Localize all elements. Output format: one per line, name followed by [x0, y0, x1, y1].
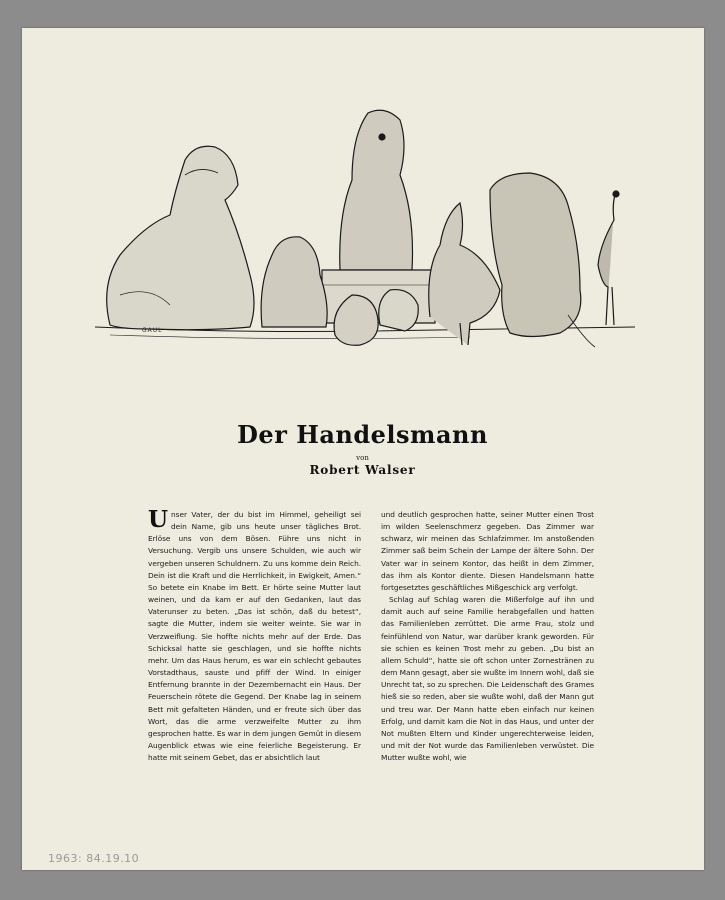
drop-cap: U: [148, 506, 169, 533]
animals-illustration-icon: [90, 95, 640, 365]
byline-prefix: von: [356, 454, 369, 462]
paragraph: Schlag auf Schlag waren die Mißerfolge auf ihn und damit auch auf seine Familie herabgefallen und hatten das Familienleben zerrüttet. Die arme Frau, stolz und feinfühlend von Natur, war darüber krank geworden. Für sie schien es keinen Trost mehr zu geben. „Du bist an allem Schuld“, hatte sie oft schon unter Zornestränen zu dem Mann gesagt, aber sie wußte im Innern wohl, daß sie Unrecht tat, so zu sprechen. Die Leidenschaft des Grames hieß sie so reden, aber sie wußte wohl, daß der Mann gut und treu war. Der Mann hatte eben einfach nur keinen Erfolg, und damit kam die Not in das Haus, und unter der Not mußten Eltern und Kinder ungerechterweise leiden, und mit der Not wurde das Familienleben verwüstet. Die Mutter wußte wohl, wie: [381, 595, 594, 763]
text-column-right: [381, 509, 594, 764]
artist-signature: GAUL: [142, 327, 163, 334]
article-title: Der Handelsmann: [237, 420, 488, 449]
article-author: Robert Walser: [309, 463, 416, 477]
paragraph: und deutlich gesprochen hatte, seiner Mutter einen Trost im wilden Seelenschmerz gegeben. Das Zimmer war schwarz, wir meinen das Schlafzimmer. Im anstoßenden Zimmer saß beim Schein der Lampe der ältere Sohn. Der Vater war in seinem Kontor, das heißt in dem Zimmer, das ihm als Kontor diente. Diesen Handelsmann hatte fortgesetztes geschäftliches Mißgeschick arg verfolgt.: [381, 510, 594, 592]
accession-number: 1963: 84.19.10: [48, 852, 140, 865]
paragraph: [148, 506, 361, 764]
paragraph-text: nser Vater, der du bist im Himmel, geheiligt sei dein Name, gib uns heute unser tägliches Brot. Erlöse uns von dem Bösen. Führe uns nicht in Versuchung. Vergib uns unsere Schulden, wie auch wir vergeben unseren Schuldnern. Zu uns komme dein Reich. Dein ist die Kraft und die Herrlichkeit, in Ewigkeit, Amen.“ So betete ein Knabe im Bett. Er hörte seine Mutter laut weinen, und da kam er auf den Gedanken, laut das Vaterunser zu beten. „Das ist schön, daß du betest“, sagte die Mutter, indem sie weiter weinte. Sie war in Verzweiflung. Sie hoffte nichts mehr auf der Erde. Das Schicksal hatte sie geschlagen, und sie hoffte nichts mehr. Um das Haus herum, es war ein schlecht gebautes Vorstadthaus, sauste und pfiff der Wind. In einiger Entfernung brannte in der Dezembernacht ein Haus. Der Feuerschein rötete die Gegend. Der Knabe lag in seinem Bett mit gefalteten Händen, und er freute sich über das Wort, das die arme verzweifelte Mutter zu ihm gesprochen hatte. Es war in dem jungen Gemüt in diesem Augenblick etwas wie eine feierliche Begeisterung. Er hatte mit seinem Gebet, das er absichtlich laut: [148, 510, 361, 763]
text-column-left: [148, 506, 361, 764]
